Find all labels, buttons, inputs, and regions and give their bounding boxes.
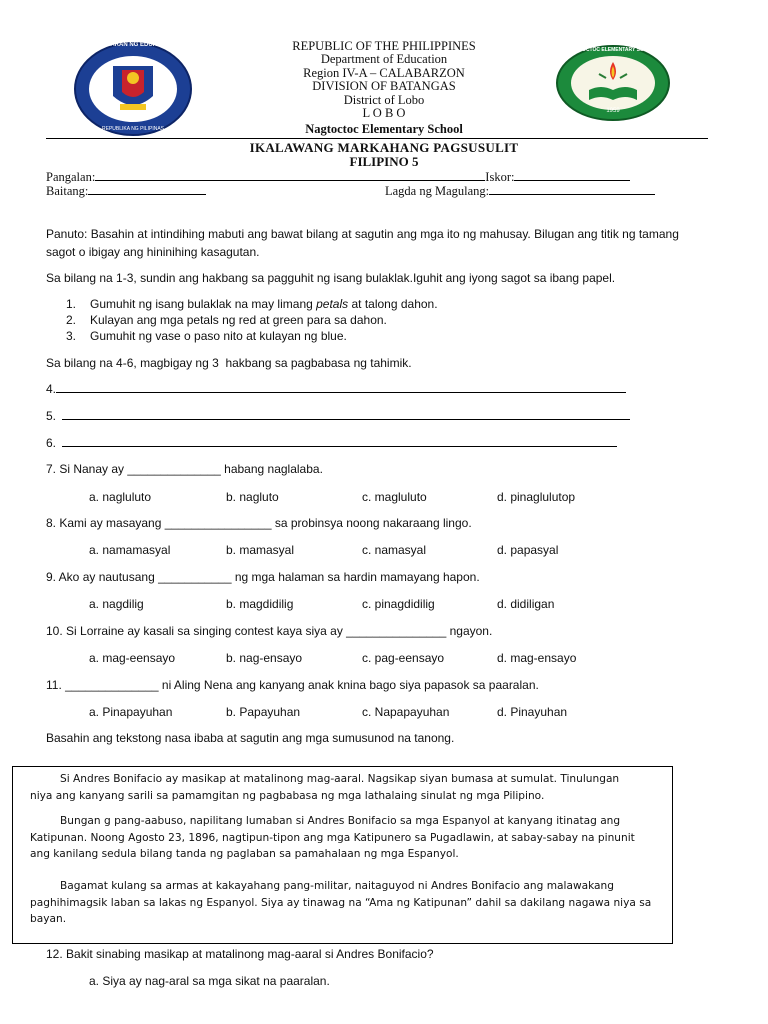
name-field[interactable]: [46, 170, 630, 185]
reading-passage-box: [12, 766, 673, 944]
option-b[interactable]: b. Papayuhan: [226, 705, 301, 719]
town-line: L O B O: [362, 106, 406, 120]
step-3: [66, 329, 347, 343]
step-1: [66, 297, 438, 311]
option-c[interactable]: c. pag-eensayo: [362, 651, 445, 665]
step-number: 1.: [66, 297, 77, 311]
step-italic: petals: [316, 297, 349, 311]
step-text-post: at talong dahon.: [348, 297, 438, 311]
passage-text: paghihimagsik laban sa lakas ng Espanyol. Siya ay tinawag na “Ama ng Katipunan” dahil sa dakilang nagawa niya sa: [30, 896, 652, 909]
option-b[interactable]: b. nag-ensayo: [226, 651, 303, 665]
region-line: Region IV-A – CALABARZON: [303, 66, 465, 80]
option-d[interactable]: d. pinaglulutop: [497, 490, 576, 504]
division-line: DIVISION OF BATANGAS: [312, 79, 456, 93]
option-c[interactable]: c. pinagdidilig: [362, 597, 435, 611]
parent-signature-label: Lagda ng Magulang:: [385, 184, 490, 198]
deped-seal-bottom-text: REPUBLIKA NG PILIPINAS: [102, 126, 164, 132]
answer-line-5[interactable]: [46, 409, 630, 423]
option-d[interactable]: d. mag-ensayo: [497, 651, 577, 665]
option-d[interactable]: d. Pinayuhan: [497, 705, 568, 719]
option-a[interactable]: a. Pinapayuhan: [89, 705, 173, 719]
question-7: 7. Si Nanay ay ______________ habang naglalaba.: [46, 462, 323, 476]
passage-text: Bagamat kulang sa armas at kakayahang pang-militar, naitaguyod ni Andres Bonifacio ang malawakang: [60, 880, 614, 892]
deped-seal-text: KAGAWARAN NG EDUKASYON: [87, 42, 179, 48]
step-text: Kulayan ang mga petals ng red at green para sa dahon.: [90, 313, 387, 327]
passage-paragraph-2: [30, 813, 662, 863]
name-label: Pangalan:: [46, 170, 96, 184]
question-8: 8. Kami ay masayang ________________ sa probinsya noong nakaraang lingo.: [46, 516, 472, 530]
passage-text: niya ang kanyang sarili sa pamamgitan ng pagbabasa ng mga lathalaing sinulat ng mga Pilipino.: [30, 789, 545, 802]
passage-text: bayan.: [30, 913, 67, 925]
option-c[interactable]: c. namasyal: [362, 543, 427, 557]
passage-text: ang kanilang sedula bilang tanda ng paglaban sa pamahalaan ng mga Espanyol.: [30, 848, 459, 860]
department-line: Department of Education: [320, 52, 448, 66]
answer-line-4[interactable]: [46, 382, 626, 396]
step-text: Gumuhit ng isang bulaklak na may limang: [90, 297, 317, 311]
step-2: [66, 313, 387, 327]
step-number: 3.: [66, 329, 77, 343]
exam-subject: FILIPINO 5: [349, 154, 419, 169]
answer-number: 4.: [46, 382, 57, 396]
option-a[interactable]: a. nagluluto: [89, 490, 152, 504]
header-divider: [46, 138, 708, 139]
answer-number: 5.: [46, 409, 57, 423]
panuto-line-2: sagot o ibigay ang hininihing kasagutan.: [46, 245, 260, 259]
school-name: Nagtoctoc Elementary School: [305, 122, 463, 136]
option-b[interactable]: b. nagluto: [226, 490, 279, 504]
question-10: 10. Si Lorraine ay kasali sa singing contest kaya siya ay _______________ ngayon.: [46, 624, 493, 638]
question-12-option-a[interactable]: a. Siya ay nag-aral sa mga sikat na paaralan.: [89, 974, 330, 988]
option-b[interactable]: b. magdidilig: [226, 597, 294, 611]
question-9: 9. Ako ay nautusang ___________ ng mga halaman sa hardin mamayang hapon.: [46, 570, 480, 584]
question-11: 11. ______________ ni Aling Nena ang kanyang anak knina bago siya papasok sa paaralan.: [46, 678, 539, 692]
passage-text: Bungan g pang-aabuso, napilitang lumaban si Andres Bonifacio sa mga Espanyol at kanyang itinatag ang: [60, 815, 621, 827]
option-d[interactable]: d. didiligan: [497, 597, 555, 611]
score-label: Iskor:: [485, 170, 515, 184]
passage-text: Katipunan. Noong Agosto 23, 1896, nagtipun-tipon ang mga Katipunero sa Pugadlawin, at sabay-sabay na pinunit: [30, 831, 635, 844]
option-b[interactable]: b. mamasyal: [226, 543, 295, 557]
option-a[interactable]: a. nagdilig: [89, 597, 144, 611]
grade-label: Baitang:: [46, 184, 89, 198]
school-logo-year: 1959: [606, 108, 620, 114]
passage-text: Si Andres Bonifacio ay masikap at matalinong mag-aaral. Nagsikap siyan bumasa at sumulat. Tinulungan: [60, 773, 620, 785]
option-a[interactable]: a. mag-eensayo: [89, 651, 176, 665]
answer-line-6[interactable]: [46, 436, 617, 450]
step-number: 2.: [66, 313, 77, 327]
reading-intro: Basahin ang tekstong nasa ibaba at sagutin ang mga sumusunod na tanong.: [46, 731, 455, 745]
step-text: Gumuhit ng vase o paso nito at kulayan ng blue.: [90, 329, 347, 343]
option-d[interactable]: d. papasyal: [497, 543, 559, 557]
district-line: District of Lobo: [343, 93, 425, 107]
answer-number: 6.: [46, 436, 57, 450]
option-c[interactable]: c. Napapayuhan: [362, 705, 450, 719]
question-12: 12. Bakit sinabing masikap at matalinong mag-aaral si Andres Bonifacio?: [46, 947, 434, 961]
part2-instruction: Sa bilang na 4-6, magbigay ng 3 hakbang sa pagbabasa ng tahimik.: [46, 356, 412, 370]
passage-paragraph-1: [30, 771, 662, 804]
panuto-line-1: Panuto: Basahin at intindihing mabuti ang bawat bilang at sagutin ang mga ito ng mahusay. Bilugan ang titik ng tamang: [46, 227, 679, 241]
school-logo-text: NAGTOCTOC ELEMENTARY SCHOOL: [567, 47, 658, 53]
passage-paragraph-3: [30, 878, 662, 928]
grade-field[interactable]: [46, 184, 206, 199]
exam-title: IKALAWANG MARKAHANG PAGSUSULIT: [249, 140, 519, 155]
option-a[interactable]: a. namamasyal: [89, 543, 171, 557]
parent-signature-field[interactable]: [385, 184, 655, 199]
option-c[interactable]: c. magluluto: [362, 490, 427, 504]
part1-instruction: Sa bilang na 1-3, sundin ang hakbang sa pagguhit ng isang bulaklak.Iguhit ang iyong sagot sa ibang papel.: [46, 271, 616, 285]
republic-line: REPUBLIC OF THE PHILIPPINES: [292, 39, 476, 53]
